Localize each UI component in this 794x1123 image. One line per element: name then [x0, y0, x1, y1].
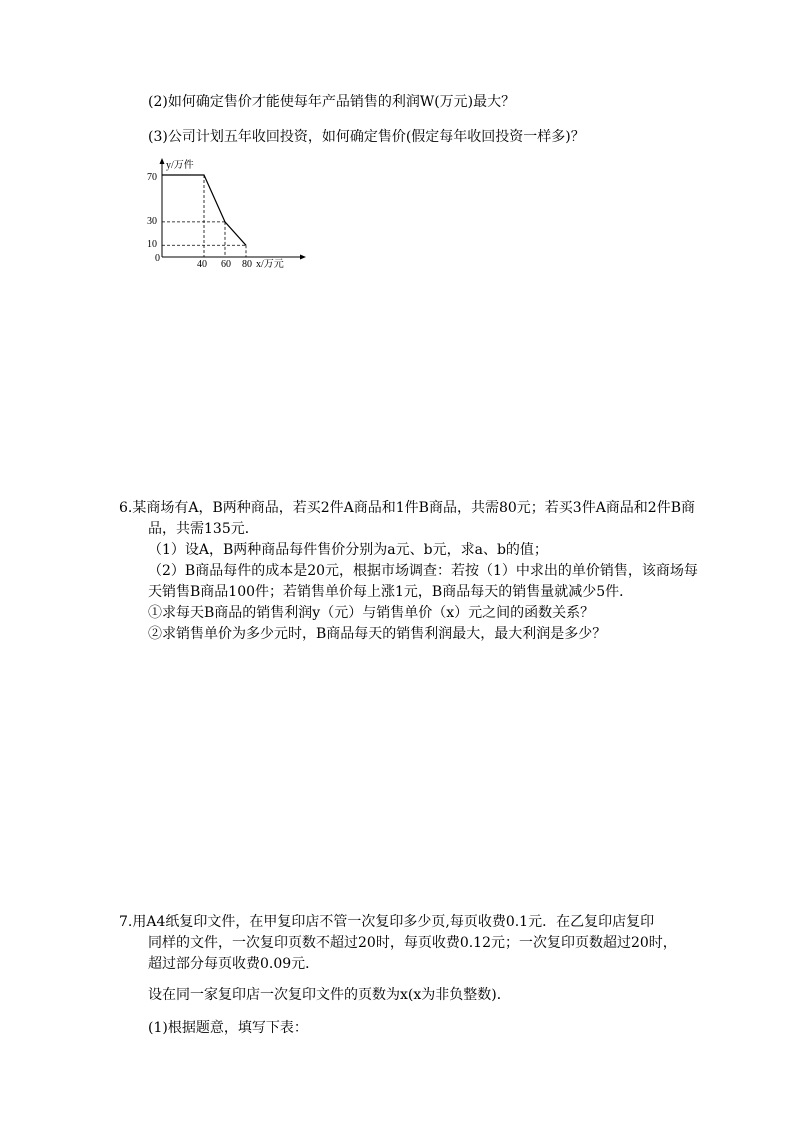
- y-tick-10: 10: [147, 239, 157, 250]
- y-axis-arrow: [160, 158, 165, 164]
- sales-volume-graph: [138, 155, 308, 273]
- q6-line2: 品，共需135元．: [148, 521, 259, 537]
- x-tick-40: 40: [197, 259, 207, 270]
- y-axis-label: y/万件: [166, 160, 194, 171]
- y-tick-70: 70: [147, 172, 157, 183]
- x-axis-label: x/万元: [256, 259, 284, 270]
- x-tick-60: 60: [221, 259, 231, 270]
- q6-part1: （1）设A，B两种商品每件售价分别为a元、b元，求a、b的值；: [148, 542, 548, 558]
- y-tick-30: 30: [147, 216, 157, 227]
- q6-line1: 6.某商场有A，B两种商品，若买2件A商品和1件B商品，共需80元；若买3件A商品和2件B商: [119, 500, 695, 516]
- q6-part2-line1: （2）B商品每件的成本是20元，根据市场调查：若按（1）中求出的单价销售，该商场每: [148, 563, 698, 579]
- x-tick-80: 80: [242, 259, 252, 270]
- q5-part2: (2)如何确定售价才能使每年产品销售的利润W(万元)最大？: [148, 94, 516, 110]
- q7-line1: 7.用A4纸复印文件，在甲复印店不管一次复印多少页,每页收费0.1元．在乙复印店复印: [119, 914, 655, 930]
- q5-part3: (3)公司计划五年收回投资，如何确定售价(假定每年收回投资一样多)？: [148, 129, 585, 145]
- q6-part2-line2: 天销售B商品100件；若销售单价每上涨1元，B商品每天的销售量就减少5件．: [148, 584, 634, 600]
- guide-lines: [162, 175, 246, 257]
- x-axis-arrow: [300, 255, 306, 260]
- q7-part1: (1)根据题意，填写下表：: [148, 1020, 308, 1036]
- q6-sub2: ②求销售单价为多少元时，B商品每天的销售利润最大，最大利润是多少？: [148, 626, 607, 642]
- q7-line3: 超过部分每页收费0.09元．: [148, 956, 320, 972]
- q6-sub1: ①求每天B商品的销售利润y（元）与销售单价（x）元之间的函数关系？: [148, 605, 595, 621]
- q7-line4: 设在同一家复印店一次复印文件的页数为x(x为非负整数)．: [148, 987, 511, 1003]
- origin-label: 0: [155, 253, 160, 264]
- q7-line2: 同样的文件，一次复印页数不超过20时，每页收费0.12元；一次复印页数超过20时，: [148, 935, 677, 951]
